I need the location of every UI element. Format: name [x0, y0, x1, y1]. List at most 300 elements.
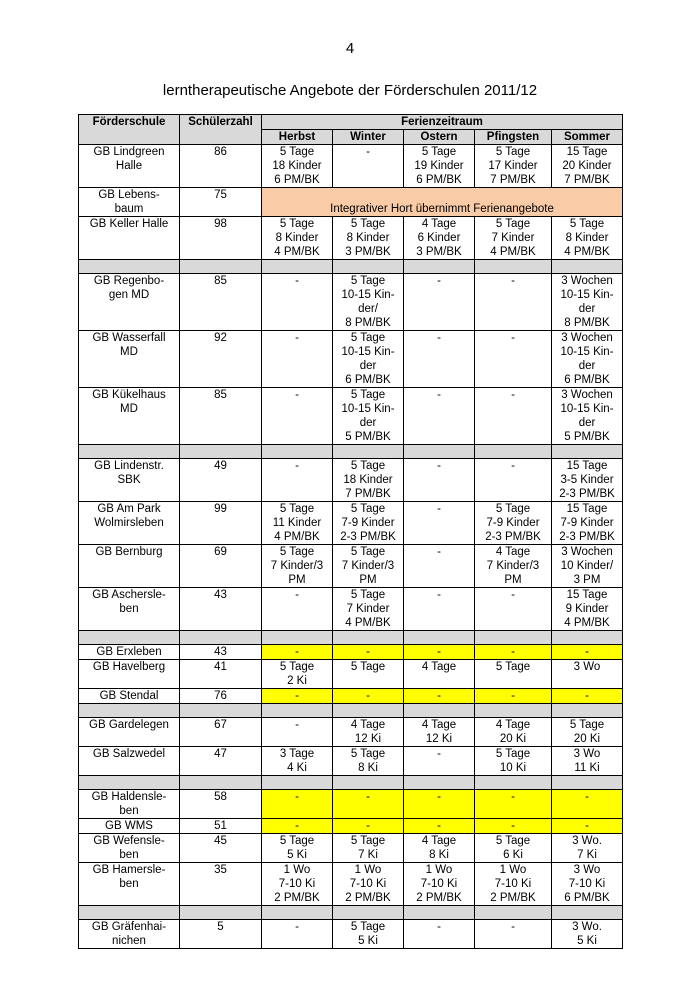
offer-cell — [333, 747, 404, 776]
cell-line: - — [295, 589, 299, 601]
cell-line: 4 PM/BK — [345, 617, 391, 629]
cell-line: 10-15 Kin- — [560, 346, 614, 358]
cell-line: 4 Tage — [421, 218, 457, 230]
cell-line: 8 Kinder — [346, 232, 390, 244]
offer-cell — [333, 790, 404, 819]
offer-cell — [333, 645, 404, 660]
cell-line: 8 Ki — [429, 849, 449, 861]
offer-cell — [552, 502, 623, 545]
student-count-cell: 85 — [180, 388, 262, 445]
cell-line: 1 Wo — [354, 864, 382, 876]
cell-line: - — [511, 921, 515, 933]
separator-cell — [79, 906, 180, 920]
cell-line: 10-15 Kin- — [341, 403, 395, 415]
cell-line: 5 Tage — [495, 218, 531, 230]
cell-line: 5 Tage — [495, 835, 531, 847]
cell-line: - — [295, 690, 299, 702]
cell-line: 3 PM/BK — [345, 246, 391, 258]
cell-line: 5 Ki — [287, 849, 307, 861]
offer-cell — [552, 718, 623, 747]
cell-line: ben — [119, 849, 139, 861]
separator-cell — [475, 906, 552, 920]
offer-cell — [404, 689, 475, 704]
cell-line: - — [511, 589, 515, 601]
student-count-cell: 41 — [180, 660, 262, 689]
separator-cell — [333, 906, 404, 920]
offer-cell — [475, 834, 552, 863]
school-name-cell — [79, 145, 180, 188]
separator-cell — [262, 260, 333, 274]
cell-line: ben — [119, 878, 139, 890]
cell-line: 3 Wo — [573, 661, 601, 673]
cell-line: GB Kükelhaus — [92, 389, 166, 401]
cell-line: 4 PM/BK — [564, 246, 610, 258]
cell-line: 3 Tage — [279, 748, 315, 760]
cell-line: 8 Kinder — [275, 232, 319, 244]
school-name-cell — [79, 274, 180, 331]
school-name-cell — [79, 459, 180, 502]
cell-line: der — [578, 360, 596, 372]
offer-cell — [262, 145, 333, 188]
student-count-cell: 5 — [180, 920, 262, 949]
cell-line: 7 PM/BK — [490, 174, 536, 186]
cell-line: - — [295, 820, 299, 832]
cell-line: - — [437, 690, 441, 702]
cell-line: 4 Tage — [495, 719, 531, 731]
student-count-cell: 92 — [180, 331, 262, 388]
cell-line: 5 Tage — [569, 719, 605, 731]
offer-cell — [404, 588, 475, 631]
cell-line: der — [359, 360, 377, 372]
header-season: Winter — [333, 130, 404, 145]
offer-cell — [333, 331, 404, 388]
cell-line: GB WMS — [105, 820, 153, 832]
cell-line: 8 Ki — [358, 762, 378, 774]
header-period: Ferienzeitraum — [262, 115, 623, 130]
offer-cell — [475, 660, 552, 689]
cell-line: - — [437, 748, 441, 760]
cell-line: - — [295, 921, 299, 933]
separator-row — [79, 631, 623, 645]
cell-line: 7 Ki — [577, 849, 597, 861]
table-row — [79, 331, 623, 388]
offer-cell — [475, 545, 552, 588]
separator-cell — [333, 260, 404, 274]
cell-line: 6 PM/BK — [416, 174, 462, 186]
cell-line: GB Erxleben — [96, 646, 162, 658]
cell-line: - — [511, 460, 515, 472]
header-season: Pfingsten — [475, 130, 552, 145]
offer-cell — [404, 660, 475, 689]
cell-line: GB Wasserfall — [92, 332, 166, 344]
cell-line: GB Lindgreen — [93, 146, 165, 158]
cell-line: - — [511, 389, 515, 401]
cell-line: - — [437, 389, 441, 401]
separator-cell — [552, 704, 623, 718]
cell-line: 3 Wo. — [572, 921, 602, 933]
cell-line: - — [511, 791, 515, 803]
offer-cell — [262, 588, 333, 631]
cell-line: 17 Kinder — [488, 160, 538, 172]
cell-line: 4 PM/BK — [564, 617, 610, 629]
student-count-cell: 58 — [180, 790, 262, 819]
cell-line: 5 Tage — [350, 332, 386, 344]
cell-line: 20 Kinder — [562, 160, 612, 172]
cell-line: GB Keller Halle — [89, 218, 169, 230]
cell-line: - — [295, 275, 299, 287]
cell-line: 7 Kinder/3 — [341, 560, 395, 572]
school-name-cell — [79, 545, 180, 588]
cell-line: 7-10 Ki — [349, 878, 387, 890]
cell-line: gen MD — [108, 289, 150, 301]
cell-line: 7-10 Ki — [568, 878, 606, 890]
offer-cell — [552, 388, 623, 445]
cell-line: - — [437, 460, 441, 472]
table-row — [79, 459, 623, 502]
cell-line: 4 PM/BK — [274, 246, 320, 258]
cell-line: 7 PM/BK — [564, 174, 610, 186]
cell-line: 12 Ki — [425, 733, 453, 745]
cell-line: 15 Tage — [566, 146, 608, 158]
document-title: lerntherapeutische Angebote der Förderschulen 2011/12 — [162, 82, 538, 99]
offer-cell — [475, 274, 552, 331]
cell-line: nichen — [112, 935, 146, 947]
separator-cell — [404, 445, 475, 459]
cell-line: 1 Wo — [425, 864, 453, 876]
offer-cell — [333, 834, 404, 863]
cell-line: 5 Tage — [279, 146, 315, 158]
cell-line: 4 Tage — [421, 661, 457, 673]
cell-line: 3 Wochen — [561, 546, 613, 558]
cell-line: 3 Wochen — [561, 275, 613, 287]
school-name-cell — [79, 588, 180, 631]
header-season: Herbst — [262, 130, 333, 145]
header-count: Schülerzahl — [180, 115, 262, 145]
offer-cell — [404, 834, 475, 863]
cell-line: 18 Kinder — [272, 160, 322, 172]
separator-cell — [180, 631, 262, 645]
cell-line: - — [295, 646, 299, 658]
cell-line: 2 PM/BK — [416, 892, 462, 904]
cell-line: SBK — [117, 474, 141, 486]
separator-cell — [79, 631, 180, 645]
offer-cell — [404, 819, 475, 834]
cell-line: 6 PM/BK — [564, 374, 610, 386]
offer-cell — [552, 920, 623, 949]
cell-line: - — [366, 820, 370, 832]
cell-line: 18 Kinder — [343, 474, 393, 486]
offer-cell — [552, 834, 623, 863]
cell-line: 3 Wo — [573, 748, 601, 760]
cell-line: - — [437, 503, 441, 515]
cell-line: 5 Tage — [495, 503, 531, 515]
cell-line: 6 Kinder — [417, 232, 461, 244]
separator-cell — [404, 631, 475, 645]
cell-line: 5 Ki — [358, 935, 378, 947]
student-count-cell: 67 — [180, 718, 262, 747]
cell-line: 7-10 Ki — [420, 878, 458, 890]
cell-line: 8 PM/BK — [345, 317, 391, 329]
offer-cell — [262, 459, 333, 502]
offer-cell — [404, 545, 475, 588]
school-name-cell — [79, 660, 180, 689]
cell-line: 5 PM/BK — [345, 431, 391, 443]
cell-line: - — [437, 546, 441, 558]
cell-line: - — [437, 589, 441, 601]
cell-line: 1 Wo — [283, 864, 311, 876]
cell-line: 4 Tage — [350, 719, 386, 731]
separator-cell — [180, 776, 262, 790]
offer-cell — [404, 502, 475, 545]
cell-line: 2 PM/BK — [274, 892, 320, 904]
cell-line: MD — [120, 346, 138, 358]
table-row — [79, 834, 623, 863]
table-row — [79, 145, 623, 188]
offer-cell — [404, 863, 475, 906]
school-name-cell — [79, 188, 180, 217]
student-count-cell: 98 — [180, 217, 262, 260]
cell-line: - — [585, 791, 589, 803]
offer-cell — [333, 502, 404, 545]
offer-cell — [262, 660, 333, 689]
cell-line: - — [295, 332, 299, 344]
offer-cell — [404, 145, 475, 188]
cell-line: - — [437, 332, 441, 344]
cell-line: 2-3 PM/BK — [485, 531, 541, 543]
cell-line: 3 Wo — [573, 864, 601, 876]
cell-line: 20 Ki — [499, 733, 527, 745]
cell-line: 5 Tage — [421, 146, 457, 158]
table-row — [79, 274, 623, 331]
separator-row — [79, 906, 623, 920]
offer-cell — [262, 790, 333, 819]
separator-cell — [475, 776, 552, 790]
cell-line: - — [437, 820, 441, 832]
offer-cell — [552, 274, 623, 331]
offer-cell — [262, 689, 333, 704]
table-row — [79, 718, 623, 747]
cell-line: PM — [359, 574, 377, 586]
table-row — [79, 920, 623, 949]
separator-cell — [180, 704, 262, 718]
offer-cell — [475, 459, 552, 502]
cell-line: - — [511, 332, 515, 344]
offer-cell — [475, 920, 552, 949]
offer-cell — [552, 145, 623, 188]
cell-line: - — [437, 646, 441, 658]
cell-line: 15 Tage — [566, 460, 608, 472]
separator-cell — [262, 906, 333, 920]
separator-cell — [552, 776, 623, 790]
offer-cell — [262, 819, 333, 834]
cell-line: GB Gräfenhai- — [91, 921, 167, 933]
separator-cell — [180, 445, 262, 459]
offer-cell — [552, 588, 623, 631]
page-number: 4 — [345, 40, 355, 57]
cell-line: - — [366, 791, 370, 803]
cell-line: 5 Tage — [495, 146, 531, 158]
student-count-cell: 75 — [180, 188, 262, 217]
cell-line: 5 Tage — [350, 546, 386, 558]
student-count-cell: 43 — [180, 645, 262, 660]
offer-cell — [333, 459, 404, 502]
cell-line: 2-3 PM/BK — [559, 488, 615, 500]
student-count-cell: 45 — [180, 834, 262, 863]
offer-cell — [333, 545, 404, 588]
offer-cell — [333, 388, 404, 445]
offer-cell — [333, 274, 404, 331]
cell-line: 10-15 Kin- — [560, 403, 614, 415]
offer-cell — [552, 331, 623, 388]
cell-line: 11 Ki — [574, 762, 600, 774]
cell-line: 7-10 Ki — [494, 878, 532, 890]
offer-cell — [475, 718, 552, 747]
offer-cell — [262, 388, 333, 445]
offer-cell — [333, 689, 404, 704]
offer-cell — [475, 588, 552, 631]
cell-line: 5 Tage — [569, 218, 605, 230]
offer-cell — [262, 834, 333, 863]
cell-line: 7-9 Kinder — [560, 517, 614, 529]
cell-line: 2 PM/BK — [490, 892, 536, 904]
cell-line: 20 Ki — [573, 733, 601, 745]
cell-line: 2 PM/BK — [345, 892, 391, 904]
offer-cell — [475, 217, 552, 260]
separator-row — [79, 776, 623, 790]
cell-line: 5 Tage — [350, 589, 386, 601]
offer-cell — [552, 645, 623, 660]
table-row — [79, 645, 623, 660]
separator-row — [79, 260, 623, 274]
table-row — [79, 545, 623, 588]
cell-line: - — [437, 921, 441, 933]
offer-cell — [475, 388, 552, 445]
cell-line: 10-15 Kin- — [560, 289, 614, 301]
cell-line: - — [585, 646, 589, 658]
offers-table — [78, 114, 623, 949]
cell-line: 8 Kinder — [565, 232, 609, 244]
separator-cell — [552, 445, 623, 459]
cell-line: 5 Tage — [350, 503, 386, 515]
cell-line: 3 Wo. — [572, 835, 602, 847]
school-name-cell — [79, 863, 180, 906]
cell-line: 5 Tage — [279, 218, 315, 230]
cell-line: 5 Tage — [350, 921, 386, 933]
separator-cell — [180, 260, 262, 274]
separator-cell — [333, 776, 404, 790]
cell-line: 4 Tage — [421, 719, 457, 731]
merged-info-cell: Integrativer Hort übernimmt Ferienangebote — [262, 188, 623, 217]
cell-line: - — [511, 646, 515, 658]
cell-line: 3 Wochen — [561, 332, 613, 344]
cell-line: GB Regenbo- — [93, 275, 165, 287]
separator-cell — [404, 776, 475, 790]
cell-line: GB Bernburg — [95, 546, 163, 558]
separator-cell — [404, 704, 475, 718]
school-name-cell — [79, 819, 180, 834]
separator-row — [79, 445, 623, 459]
student-count-cell: 85 — [180, 274, 262, 331]
offer-cell — [333, 217, 404, 260]
offer-cell — [404, 747, 475, 776]
cell-line: GB Salzwedel — [92, 748, 166, 760]
cell-line: 6 PM/BK — [345, 374, 391, 386]
offer-cell — [333, 863, 404, 906]
offer-cell — [475, 645, 552, 660]
school-name-cell — [79, 747, 180, 776]
offer-cell — [404, 459, 475, 502]
separator-cell — [262, 445, 333, 459]
table-body — [79, 145, 623, 949]
cell-line: 7-10 Ki — [278, 878, 316, 890]
cell-line: der/ — [358, 303, 378, 315]
cell-line: 3 Wochen — [561, 389, 613, 401]
offer-cell — [262, 645, 333, 660]
cell-line: - — [366, 646, 370, 658]
table-row — [79, 588, 623, 631]
offer-cell — [404, 718, 475, 747]
cell-line: Wolmirsleben — [94, 517, 164, 529]
cell-line: 4 PM/BK — [274, 531, 320, 543]
cell-line: 7 Kinder/3 — [486, 560, 540, 572]
school-name-cell — [79, 331, 180, 388]
cell-line: - — [295, 389, 299, 401]
offer-cell — [475, 145, 552, 188]
school-name-cell — [79, 502, 180, 545]
cell-line: - — [437, 275, 441, 287]
cell-line: 5 Tage — [350, 218, 386, 230]
cell-line: - — [585, 820, 589, 832]
offer-cell — [262, 863, 333, 906]
cell-line: 19 Kinder — [414, 160, 464, 172]
offer-cell — [552, 660, 623, 689]
cell-line: GB Havelberg — [92, 661, 166, 673]
offer-cell — [552, 863, 623, 906]
offer-cell — [475, 863, 552, 906]
table-row — [79, 863, 623, 906]
cell-line: 5 Tage — [279, 546, 315, 558]
offer-cell — [552, 819, 623, 834]
separator-cell — [475, 704, 552, 718]
cell-line: - — [366, 690, 370, 702]
cell-line: 5 PM/BK — [564, 431, 610, 443]
offer-cell — [333, 588, 404, 631]
offer-cell — [552, 747, 623, 776]
school-name-cell — [79, 645, 180, 660]
separator-cell — [552, 260, 623, 274]
cell-line: GB Lindenstr. — [94, 460, 164, 472]
table-row — [79, 502, 623, 545]
student-count-cell: 99 — [180, 502, 262, 545]
offer-cell — [333, 718, 404, 747]
separator-cell — [79, 776, 180, 790]
separator-cell — [475, 260, 552, 274]
offer-cell — [404, 388, 475, 445]
offer-cell — [552, 545, 623, 588]
separator-cell — [79, 260, 180, 274]
cell-line: - — [511, 690, 515, 702]
separator-cell — [180, 906, 262, 920]
cell-line: 5 Tage — [279, 503, 315, 515]
cell-line: 7 Kinder — [346, 603, 390, 615]
cell-line: 6 PM/BK — [274, 174, 320, 186]
separator-cell — [404, 260, 475, 274]
cell-line: 7 Kinder/3 — [270, 560, 324, 572]
cell-line: GB Wefensle- — [93, 835, 165, 847]
cell-line: 5 Tage — [350, 835, 386, 847]
cell-line: 4 Tage — [421, 835, 457, 847]
cell-line: 7 PM/BK — [345, 488, 391, 500]
